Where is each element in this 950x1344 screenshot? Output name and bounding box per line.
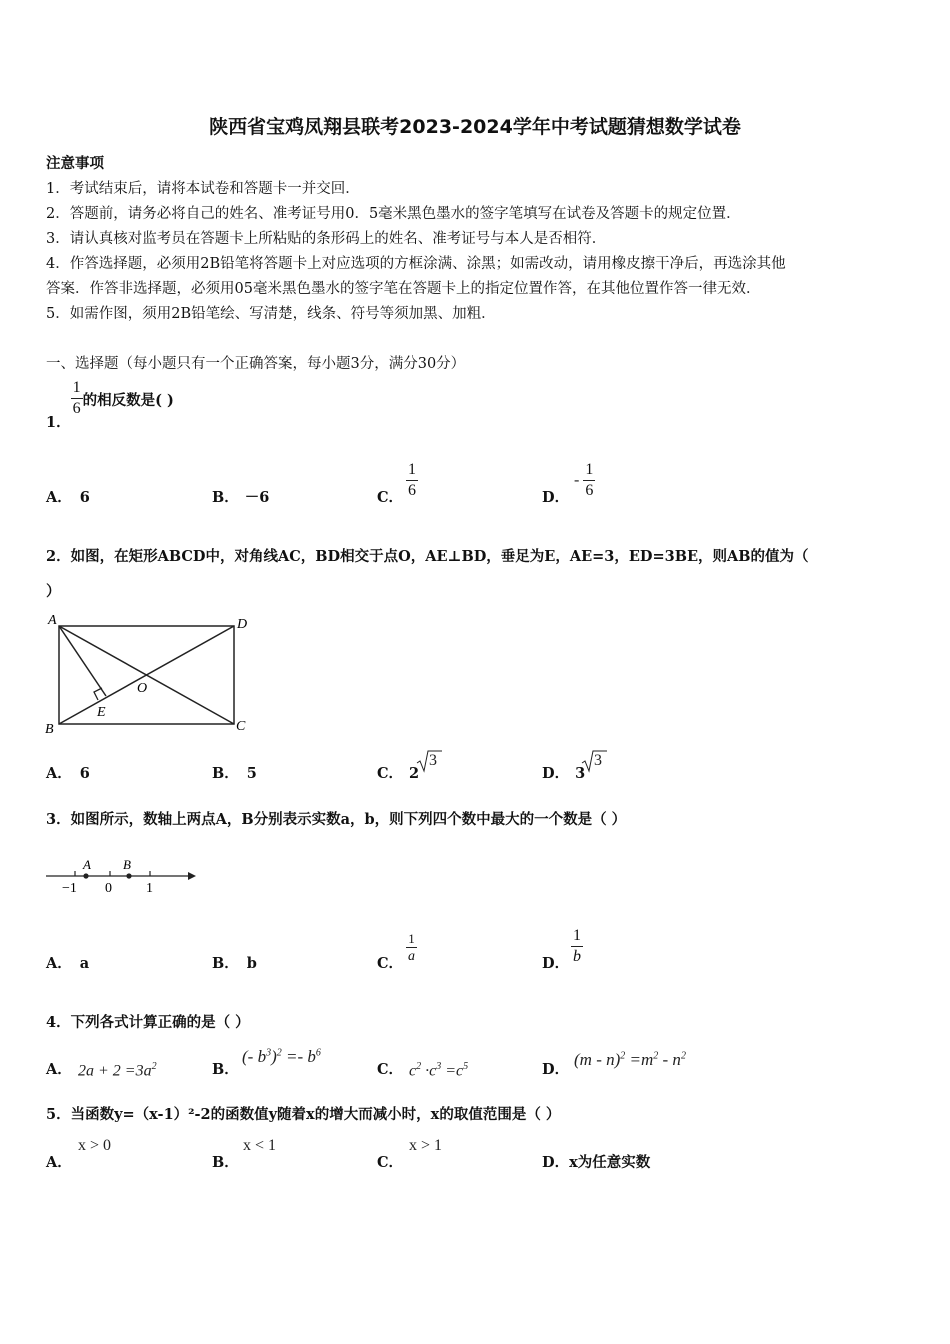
- question-number: 1．: [46, 413, 71, 431]
- segment-ae: [59, 626, 106, 696]
- option-c-label: C．: [377, 1154, 404, 1171]
- question-1: [46, 378, 174, 431]
- option-d-label: D．: [542, 955, 570, 972]
- option-b-label: B．: [212, 1154, 239, 1171]
- option-b: B． 5: [212, 765, 257, 782]
- option-a: A． 6: [46, 765, 90, 782]
- label-a: A: [48, 613, 57, 628]
- question-5-text: 5．当函数y=（x-1）²-2的函数值y随着x的增大而减小时，x的取值范围是（ ）: [46, 1106, 561, 1123]
- option-c-label: C．: [377, 955, 404, 972]
- option-c-label: C．: [377, 489, 404, 506]
- option-d-value: $\frac{1}{b}$: [573, 927, 581, 965]
- option-b: B． b: [212, 955, 257, 972]
- option-d-expr: $(m - n)^2 =m^2 - n^2$: [574, 1050, 686, 1069]
- label-e: E: [97, 705, 106, 720]
- right-angle-mark: [94, 688, 102, 700]
- notes-heading: 注意事项: [46, 155, 104, 172]
- number-line: [44, 850, 204, 900]
- note-item: 3．请认真核对监考员在答题卡上所粘贴的条形码上的姓名、准考证号与本人是否相符．: [46, 231, 607, 247]
- label-b: B: [123, 857, 131, 872]
- option-d-value: - $\frac{1}{6}$: [574, 461, 594, 499]
- option-b-expr: (- $b^3)^2 =- b^6$: [242, 1047, 321, 1066]
- option-b-label: B．: [212, 1061, 239, 1078]
- option-c-value: $\frac{1}{a}$: [408, 931, 415, 964]
- option-d-label: D．: [542, 1061, 570, 1078]
- question-2-text: 2．如图，在矩形ABCD中，对角线AC，BD相交于点O，AE⊥BD，垂足为E，AE=3，ED=3BE，则AB的值为（: [46, 548, 809, 565]
- option-d: D． 3: [542, 765, 586, 782]
- option-a: A． a: [46, 955, 90, 972]
- axis-arrow: [188, 872, 196, 880]
- option-b: B． －6: [212, 489, 270, 506]
- label-a: A: [83, 857, 91, 872]
- note-item: 4．作答选择题，必须用2B铅笔将答题卡上对应选项的方框涂满、涂黑；如需改动，请用橡皮擦干净后，再选涂其他: [46, 256, 786, 272]
- question-3-text: 3．如图所示，数轴上两点A，B分别表示实数a，b，则下列四个数中最大的一个数是（ ）: [46, 811, 627, 828]
- option-b-value: x < 1: [243, 1137, 277, 1154]
- label-d: D: [237, 617, 248, 632]
- point-b: [126, 873, 131, 878]
- option-c-value: $\frac{1}{6}$: [408, 461, 416, 499]
- label-o: O: [137, 681, 148, 696]
- page-title: 陕西省宝鸡凤翔县联考2023-2024学年中考试题猜想数学试卷: [209, 116, 741, 138]
- rectangle-figure: [40, 608, 255, 738]
- label-b: B: [45, 722, 54, 737]
- question-2-text-end: ）: [46, 583, 61, 600]
- option-d-label: D．: [542, 489, 570, 506]
- option-a-expr: $2a + 2 =3a^2$: [78, 1061, 157, 1080]
- note-item: 2．答题前，请务必将自己的姓名、准考证号用0．5毫米黑色墨水的签字笔填写在试卷及答题卡的规定位置．: [46, 206, 741, 222]
- option-c-expr: $c^2 \cdot c^3 =c^5$: [409, 1061, 469, 1080]
- question-text: 的相反数是( ): [82, 391, 174, 409]
- point-a: [83, 873, 88, 878]
- option-c-label: C．: [377, 1061, 404, 1078]
- label-c: C: [236, 719, 246, 734]
- question-4-text: 4．下列各式计算正确的是（ ）: [46, 1014, 250, 1031]
- note-item: 答案．作答非选择题，必须用05毫米黑色墨水的签字笔在答题卡上的指定位置作答，在其他位置作答一律无效．: [46, 281, 761, 297]
- option-a: A． 6: [46, 489, 90, 506]
- tick-label: 1: [146, 881, 153, 896]
- option-a-label: A．: [46, 1061, 72, 1078]
- tick-label: 0: [105, 881, 112, 896]
- option-d: D．x为任意实数: [542, 1154, 651, 1171]
- option-c: C． 2: [377, 765, 420, 782]
- tick-label: −1: [62, 881, 77, 896]
- option-a-label: A．: [46, 1154, 72, 1171]
- note-item: 1．考试结束后，请将本试卷和答题卡一并交回．: [46, 181, 360, 197]
- fraction: $\frac{1}{6}$: [72, 379, 81, 417]
- note-item: 5．如需作图，须用2B铅笔绘、写清楚，线条、符号等须加黑、加粗．: [46, 306, 496, 322]
- option-a-value: x > 0: [78, 1137, 112, 1154]
- section-heading: 一、选择题（每小题只有一个正确答案，每小题3分，满分30分）: [46, 356, 466, 372]
- option-c-value: x > 1: [409, 1137, 443, 1154]
